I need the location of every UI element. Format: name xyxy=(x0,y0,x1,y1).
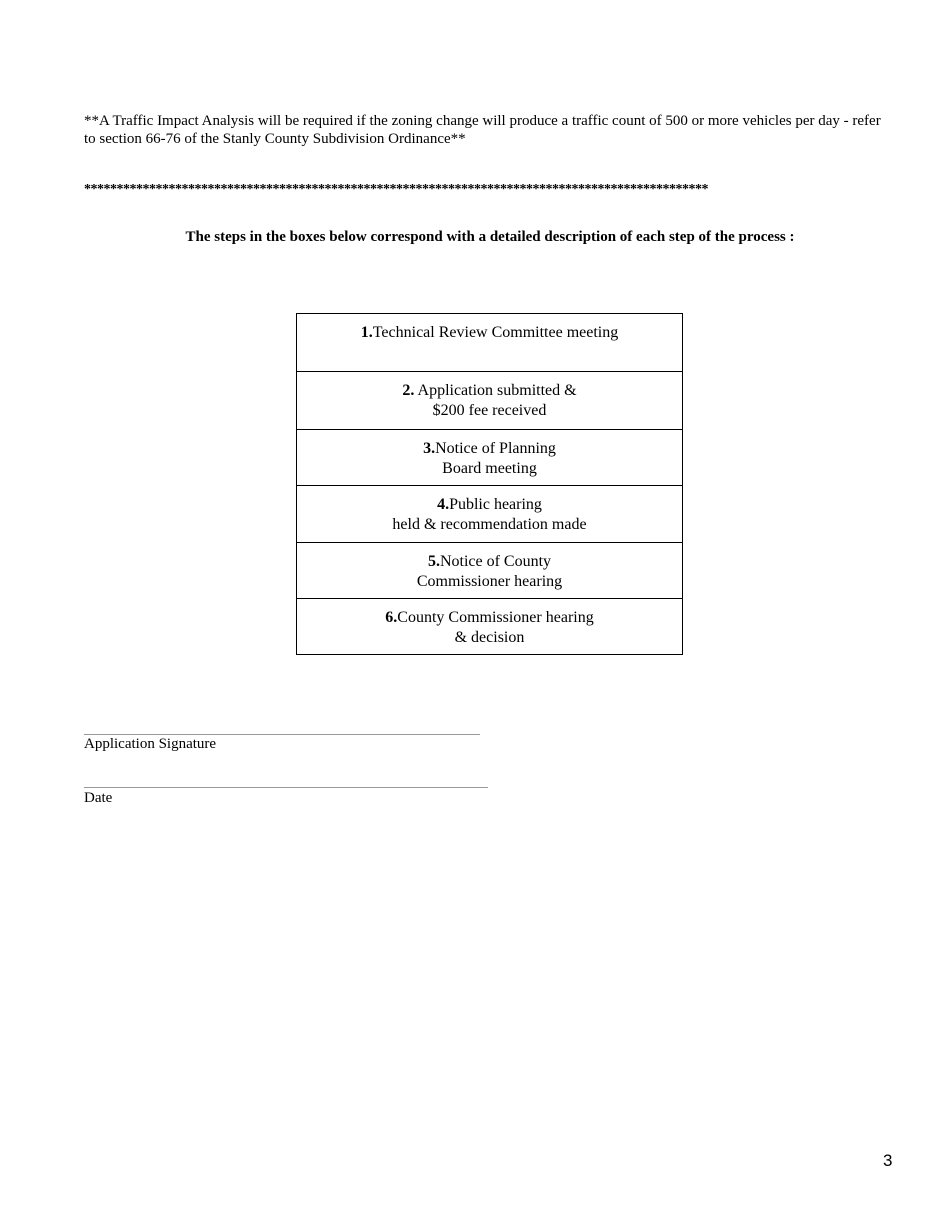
date-label: Date xyxy=(84,790,113,806)
signature-label: Application Signature xyxy=(84,736,217,752)
step-box-1 xyxy=(297,314,682,371)
separator-asterisks: ************************************************************************************************ xyxy=(84,182,708,197)
process-steps-table xyxy=(296,313,683,655)
step-number: 2. xyxy=(402,382,415,399)
step-number: 3. xyxy=(423,440,436,457)
page-number: 3 xyxy=(883,1151,893,1170)
traffic-impact-note: **A Traffic Impact Analysis will be required if the zoning change will produce a traffic count of 500 or more vehicles per day - refer to section 66-76 of the Stanly County Subdivision Ordinance** xyxy=(84,113,881,147)
step-text: Commissioner hearing xyxy=(416,573,563,590)
step-number: 4. xyxy=(437,496,450,513)
step-text: Board meeting xyxy=(442,460,537,477)
step-number: 1. xyxy=(360,324,373,341)
step-box-2 xyxy=(297,371,682,429)
step-text: Notice of County xyxy=(439,553,552,570)
step-box-4 xyxy=(297,485,682,542)
step-box-5 xyxy=(297,542,682,598)
step-text: Technical Review Committee meeting xyxy=(372,324,619,341)
step-text: Notice of Planning xyxy=(435,440,556,457)
signature-line[interactable] xyxy=(84,734,480,735)
step-number: 6. xyxy=(385,609,398,626)
step-text: County Commissioner hearing xyxy=(397,609,594,626)
step-text: Public hearing xyxy=(449,496,542,513)
step-box-3 xyxy=(297,429,682,485)
step-number: 5. xyxy=(427,553,440,570)
step-text: held & recommendation made xyxy=(392,516,587,533)
step-box-6 xyxy=(297,598,682,654)
step-text: & decision xyxy=(454,629,525,646)
step-text: $200 fee received xyxy=(432,402,547,419)
steps-intro-heading: The steps in the boxes below correspond with a detailed description of each step of the process : xyxy=(185,229,795,245)
date-line[interactable] xyxy=(84,787,488,788)
step-text: Application submitted & xyxy=(414,382,577,399)
